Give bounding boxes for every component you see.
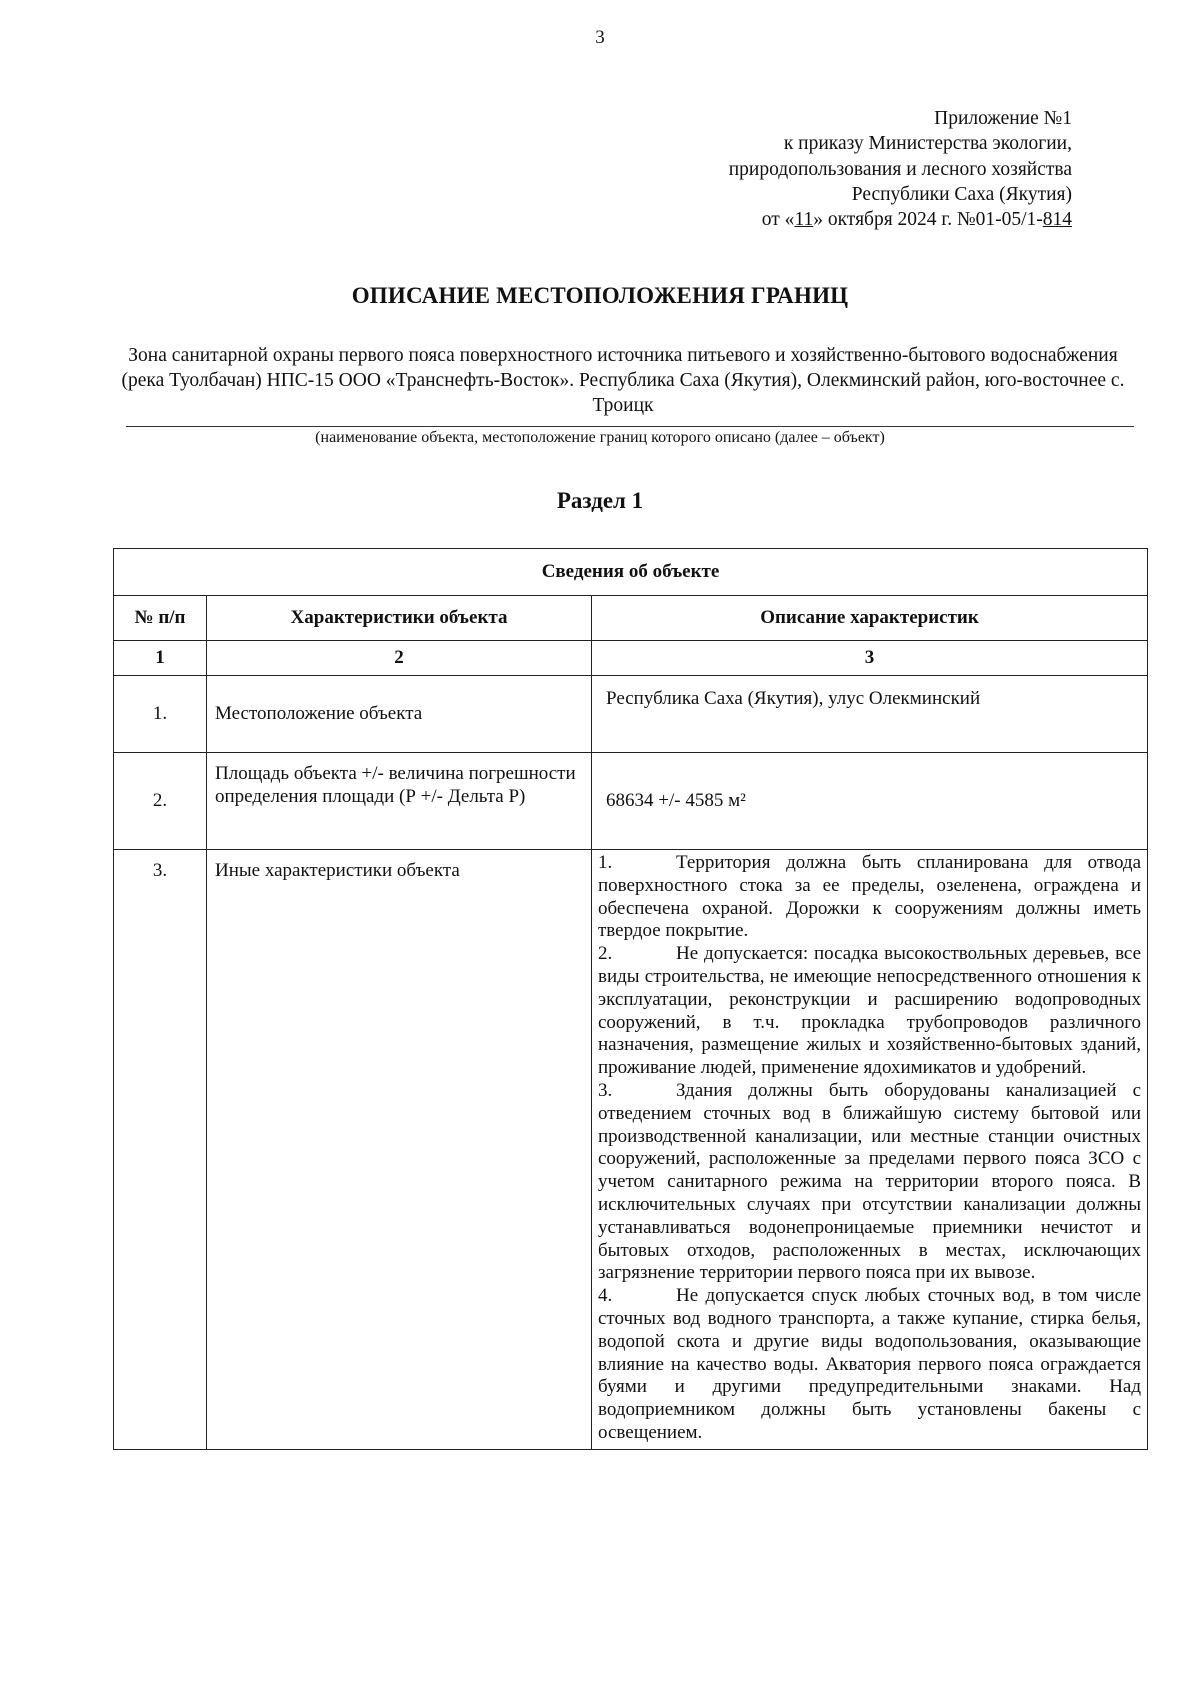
paragraph-text: Не допускается: посадка высокоствольных деревьев, все виды строительства, не имеющие непосредственного отношения к эксплуатации, реконструкции и расширению водопроводных сооружений, в т.ч. прокладка трубопроводов различного назначения, размещение жилых и хозяйственно-бытовых зданий, проживание людей, применение ядохимикатов и удобрений.: [598, 943, 1142, 1079]
row-characteristic: Местоположение объекта: [207, 676, 592, 753]
table-row: [114, 753, 1148, 850]
row-description: 68634 +/- 4585 м²: [592, 753, 1148, 850]
section-title: Раздел 1: [556, 488, 644, 513]
appendix-line-3: природопользования и лесного хозяйства: [728, 158, 1072, 180]
table-header-row: [114, 596, 1148, 641]
page-number: 3: [595, 27, 605, 48]
appendix-block: [729, 106, 1072, 233]
description-paragraph: [598, 1080, 1141, 1285]
paragraph-number: 1.: [598, 852, 613, 873]
column-number-3: 3: [592, 641, 1148, 676]
paragraph-text: Не допускается спуск любых сточных вод, в том числе сточных вод водного транспорта, а также купание, стирка белья, водопой скота и другие виды водопользования, оказывающие влияние на качество воды. Акватория первого пояса ограждается буями и другими предупредительными знаками. Над водоприемником должны быть установлены бакены с освещением.: [598, 1285, 1142, 1443]
description-paragraph: [598, 943, 1141, 1080]
appendix-line-1: Приложение №1: [934, 108, 1072, 129]
header-description: Описание характеристик: [592, 596, 1148, 641]
object-name-caption: (наименование объекта, местоположение границ которого описано (далее – объект): [315, 429, 885, 446]
object-info-table: [113, 548, 1148, 1450]
date-day: 11: [794, 209, 814, 231]
header-number: № п/п: [114, 596, 207, 641]
row-characteristic: Площадь объекта +/- величина погрешности определения площади (Р +/- Дельта Р): [207, 753, 592, 850]
table-row: [114, 850, 1148, 1450]
row-description-list: [592, 850, 1148, 1450]
order-number: 814: [1042, 209, 1072, 231]
paragraph-number: 3.: [598, 1079, 613, 1101]
row-description: Республика Саха (Якутия), улус Олекминский: [592, 676, 1148, 753]
table-row: [114, 676, 1148, 753]
object-name-underline: [126, 426, 1134, 427]
description-paragraph: [598, 1285, 1141, 1445]
appendix-line-4: Республики Саха (Якутия): [851, 184, 1072, 206]
paragraph-number: 4.: [598, 1285, 613, 1307]
row-number: 1.: [114, 676, 207, 753]
date-middle: » октября 2024 г. №01-05/1-: [813, 209, 1043, 231]
paragraph-text: Территория должна быть спланирована для отвода поверхностного стока за ее пределы, озеленена, ограждена и обеспечена охраной. Дорожки к сооружениям должны иметь твердое покрытие.: [598, 852, 1142, 942]
object-name: Зона санитарной охраны первого пояса поверхностного источника питьевого и хозяйственно-бытового водоснабжения (река Туолбачан) НПС-15 ООО «Транснефть-Восток». Республика Саха (Якутия), Олекминский район, юго-восточнее с. Троицк: [121, 345, 1125, 416]
paragraph-number: 2.: [598, 943, 613, 965]
column-number-1: 1: [114, 641, 207, 676]
column-number-row: [114, 641, 1148, 676]
paragraph-text: Здания должны быть оборудованы канализацией с отведением сточных вод в ближайшую систему бытовой или производственной канализации, или местные станции очистных сооружений, расположенные за пределами первого пояса ЗСО с учетом санитарного режима на территории второго пояса. В исключительных случаях при отсутствии канализации должны устанавливаться водонепроницаемые приемники нечистот и бытовых отходов, расположенных в местах, исключающих загрязнение территории первого пояса при их вывозе.: [598, 1079, 1142, 1284]
appendix-date-line: [729, 207, 1072, 232]
row-number: 2.: [114, 753, 207, 850]
header-characteristic: Характеристики объекта: [207, 596, 592, 641]
table-title-row: [114, 549, 1148, 596]
column-number-2: 2: [207, 641, 592, 676]
row-number: 3.: [114, 850, 207, 1450]
appendix-line-2: к приказу Министерства экологии,: [783, 133, 1072, 155]
row-characteristic: Иные характеристики объекта: [207, 850, 592, 1450]
document-title: ОПИСАНИЕ МЕСТОПОЛОЖЕНИЯ ГРАНИЦ: [351, 283, 849, 308]
description-paragraph: [598, 852, 1141, 943]
table-title: Сведения об объекте: [114, 549, 1148, 596]
date-prefix: от «: [761, 209, 795, 231]
